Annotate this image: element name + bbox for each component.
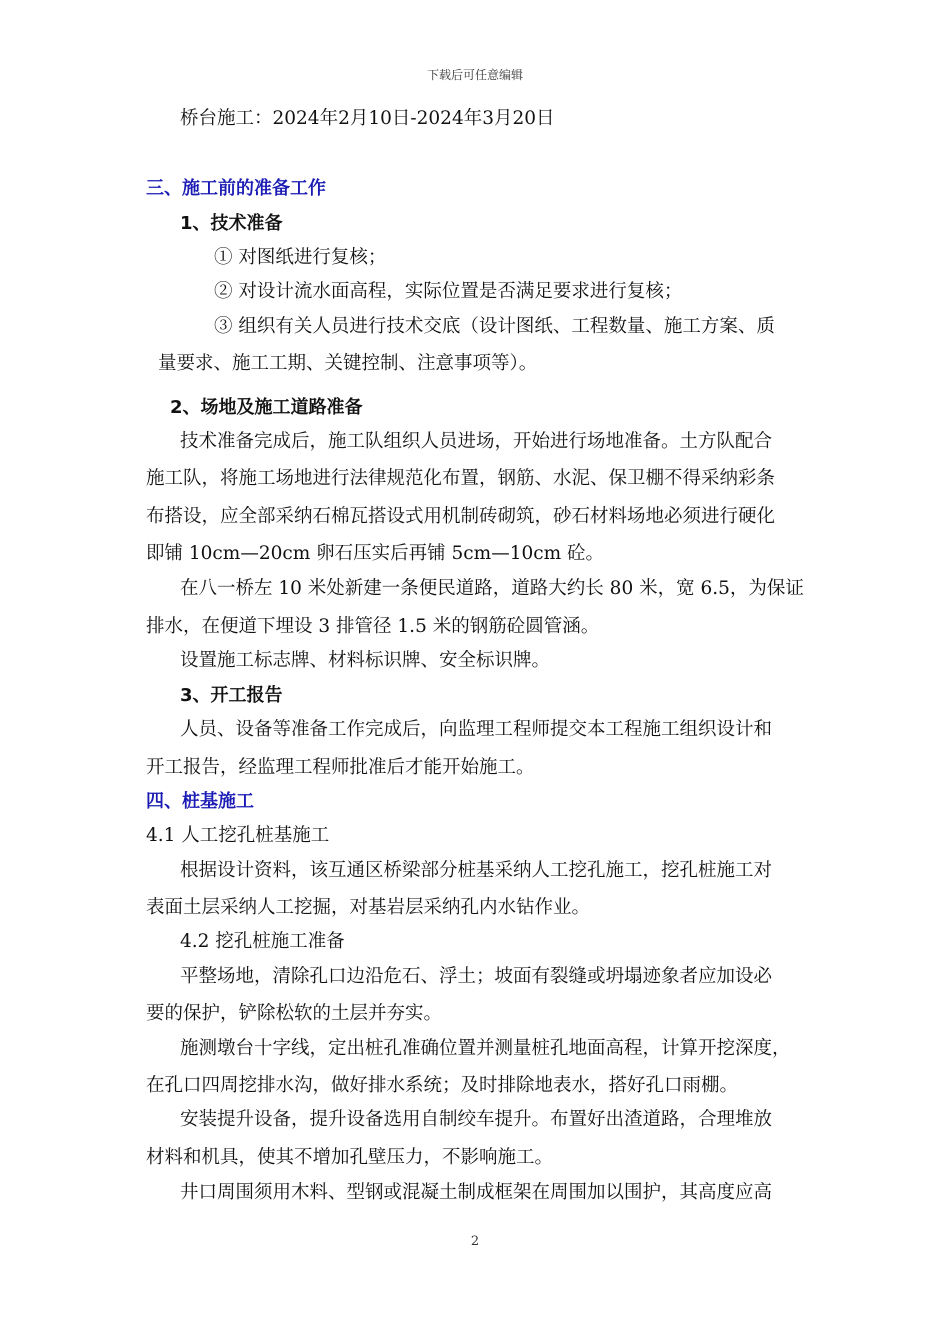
text-line: 安装提升设备，提升设备选用自制绞车提升。布置好出渣道路，合理堆放 [180, 1109, 773, 1130]
text-line: 井口周围须用木料、型钢或混凝土制成框架在周围加以围护，其高度应高 [180, 1182, 773, 1203]
text-line: 人员、设备等准备工作完成后，向监理工程师提交本工程施工组织设计和 [180, 719, 773, 740]
section-heading: 四、桩基施工 [146, 791, 254, 812]
text-line: 施工队，将施工场地进行法律规范化布置，钢筋、水泥、保卫棚不得采纳彩条 [146, 468, 776, 489]
page-header: 下载后可任意编辑 [426, 68, 523, 82]
section-heading: 三、施工前的准备工作 [146, 178, 326, 199]
text-line: 材料和机具，使其不增加孔壁压力，不影响施工。 [146, 1147, 554, 1168]
list-item: ② 对设计流水面高程，实际位置是否满足要求进行复核； [214, 281, 683, 302]
subsection-heading: 1、技术准备 [180, 213, 283, 234]
text-line: 开工报告，经监理工程师批准后才能开始施工。 [146, 757, 535, 778]
subsection-heading: 3、开工报告 [180, 685, 283, 706]
text-line: 布搭设，应全部采纳石棉瓦搭设式用机制砖砌筑，砂石材料场地必须进行硬化 [146, 506, 776, 527]
list-item: ③ 组织有关人员进行技术交底（设计图纸、工程数量、施工方案、质 [214, 316, 775, 337]
text-line: 排水，在便道下埋设 3 排管径 1.5 米的钢筋砼圆管涵。 [146, 616, 600, 637]
text-line: 4.1 人工挖孔桩基施工 [146, 825, 330, 846]
text-line: 平整场地，清除孔口边沿危石、浮土；坡面有裂缝或坍塌迹象者应加设必 [180, 966, 773, 987]
text-line: 量要求、施工工期、关键控制、注意事项等）。 [158, 353, 538, 374]
text-line: 4.2 挖孔桩施工准备 [180, 931, 345, 952]
subsection-heading: 2、场地及施工道路准备 [170, 397, 363, 418]
page-number: 2 [470, 1234, 480, 1249]
text-line: 技术准备完成后，施工队组织人员进场，开始进行场地准备。土方队配合 [180, 431, 773, 452]
text-line: 桥台施工：2024年2月10日-2024年3月20日 [180, 108, 555, 129]
text-line: 根据设计资料，该互通区桥梁部分桩基采纳人工挖孔施工，挖孔桩施工对 [180, 860, 773, 881]
text-line: 即铺 10cm—20cm 卵石压实后再铺 5cm—10cm 砼。 [146, 543, 605, 564]
text-line: 在八一桥左 10 米处新建一条便民道路，道路大约长 80 米，宽 6.5，为保证 [180, 578, 804, 599]
text-line: 设置施工标志牌、材料标识牌、安全标识牌。 [180, 650, 551, 671]
text-line: 要的保护，铲除松软的土层并夯实。 [146, 1003, 443, 1024]
list-item: ① 对图纸进行复核； [214, 247, 387, 268]
text-line: 表面土层采纳人工挖掘，对基岩层采纳孔内水钻作业。 [146, 897, 591, 918]
text-line: 施测墩台十字线，定出桩孔准确位置并测量桩孔地面高程，计算开挖深度， [180, 1038, 791, 1059]
text-line: 在孔口四周挖排水沟，做好排水系统；及时排除地表水，搭好孔口雨棚。 [146, 1075, 739, 1096]
